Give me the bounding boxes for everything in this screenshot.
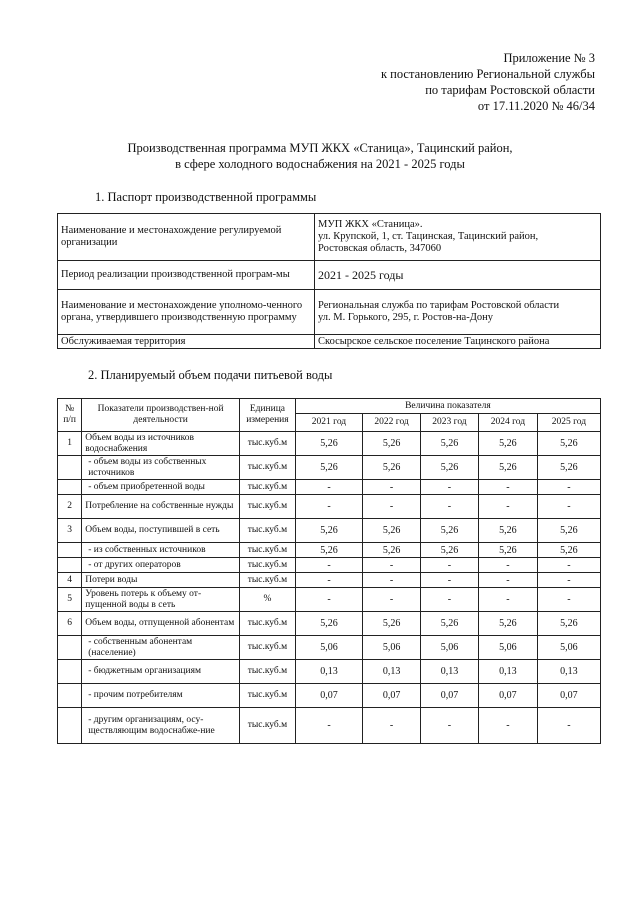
row-value: 5,26: [478, 432, 537, 456]
row-value: -: [295, 495, 362, 519]
row-value: 5,26: [363, 612, 421, 636]
passport-row: [58, 261, 601, 290]
row-unit: тыс.куб.м: [240, 519, 296, 543]
row-indicator: - от других операторов: [82, 558, 240, 573]
row-number: 2: [58, 495, 82, 519]
row-value: 5,26: [363, 519, 421, 543]
row-value: 5,26: [421, 519, 479, 543]
header-indicator: Показатели производствен-ной деятельности: [82, 399, 240, 432]
row-indicator: - объем приобретенной воды: [82, 480, 240, 495]
row-indicator: - из собственных источников: [82, 543, 240, 558]
row-unit: тыс.куб.м: [240, 432, 296, 456]
row-value: 0,07: [295, 684, 362, 708]
row-indicator: - бюджетным организациям: [82, 660, 240, 684]
row-value: -: [478, 588, 537, 612]
row-indicator: - другим организациям, осу-ществляющим водоснабже-ние: [82, 708, 240, 744]
row-number: [58, 708, 82, 744]
row-value: 0,13: [295, 660, 362, 684]
header-value: Величина показателя: [295, 399, 600, 414]
header-year: 2021 год: [295, 414, 362, 432]
row-unit: тыс.куб.м: [240, 636, 296, 660]
passport-value-line: ул. Крупской, 1, ст. Тацинская, Тацинский район,: [318, 231, 539, 242]
row-value: 5,26: [478, 456, 537, 480]
passport-row: [58, 290, 601, 335]
row-value: 0,07: [421, 684, 479, 708]
row-value: 5,06: [478, 636, 537, 660]
row-unit: тыс.куб.м: [240, 573, 296, 588]
passport-key: Наименование и местонахождение уполномо-ченного органа, утвердившего производственную программу: [58, 290, 315, 335]
document-title: [0, 140, 640, 172]
row-indicator: Объем воды, поступившей в сеть: [82, 519, 240, 543]
row-indicator: - прочим потребителям: [82, 684, 240, 708]
row-value: 0,07: [363, 684, 421, 708]
row-indicator: Потребление на собственные нужды: [82, 495, 240, 519]
table-row: [58, 480, 601, 495]
row-unit: тыс.куб.м: [240, 543, 296, 558]
table-row: [58, 684, 601, 708]
row-unit: тыс.куб.м: [240, 480, 296, 495]
row-value: 5,26: [295, 519, 362, 543]
row-value: -: [421, 588, 479, 612]
row-value: 5,26: [421, 543, 479, 558]
row-value: -: [363, 708, 421, 744]
row-indicator: - объем воды из собственных источников: [82, 456, 240, 480]
row-indicator: Объем воды из источников водоснабжения: [82, 432, 240, 456]
appendix-line: от 17.11.2020 № 46/34: [477, 99, 595, 113]
row-number: [58, 558, 82, 573]
row-unit: тыс.куб.м: [240, 495, 296, 519]
table-row: [58, 456, 601, 480]
row-value: -: [478, 480, 537, 495]
header-year: 2024 год: [478, 414, 537, 432]
passport-table: [57, 213, 601, 349]
table-row: [58, 588, 601, 612]
table-row: [58, 543, 601, 558]
passport-value-line: Скосырское сельское поселение Тацинского района: [318, 335, 550, 347]
table-row: [58, 558, 601, 573]
row-value: 5,26: [363, 432, 421, 456]
row-indicator: Уровень потерь к объему от-пущенной воды в сеть: [82, 588, 240, 612]
row-value: 5,26: [421, 456, 479, 480]
row-number: [58, 660, 82, 684]
header-year: 2023 год: [421, 414, 479, 432]
row-value: -: [537, 708, 600, 744]
passport-key: Обслуживаемая территория: [58, 335, 315, 349]
row-value: -: [478, 495, 537, 519]
row-value: -: [363, 588, 421, 612]
row-value: 5,26: [295, 543, 362, 558]
passport-value: [315, 335, 601, 349]
row-value: 5,26: [478, 543, 537, 558]
passport-row: [58, 214, 601, 261]
passport-value-line: МУП ЖКХ «Станица».: [318, 219, 423, 230]
header-year: 2025 год: [537, 414, 600, 432]
row-unit: тыс.куб.м: [240, 456, 296, 480]
passport-value: [315, 290, 601, 335]
passport-row: [58, 335, 601, 349]
row-value: -: [295, 708, 362, 744]
row-value: -: [478, 708, 537, 744]
row-value: 0,13: [363, 660, 421, 684]
table-row: [58, 573, 601, 588]
row-unit: тыс.куб.м: [240, 660, 296, 684]
row-number: [58, 543, 82, 558]
row-number: 3: [58, 519, 82, 543]
row-value: 5,26: [537, 519, 600, 543]
row-value: 5,26: [537, 432, 600, 456]
row-value: 5,26: [363, 456, 421, 480]
row-value: 5,06: [295, 636, 362, 660]
row-value: 5,06: [363, 636, 421, 660]
row-number: [58, 684, 82, 708]
row-value: -: [295, 558, 362, 573]
header-num: № п/п: [58, 399, 82, 432]
row-unit: тыс.куб.м: [240, 684, 296, 708]
row-value: -: [421, 495, 479, 519]
row-value: 5,06: [421, 636, 479, 660]
table-row: [58, 519, 601, 543]
row-indicator: Объем воды, отпущенной абонентам: [82, 612, 240, 636]
table-row: [58, 432, 601, 456]
row-value: 5,26: [478, 612, 537, 636]
row-unit: тыс.куб.м: [240, 558, 296, 573]
passport-key: Период реализации производственной програм-мы: [58, 261, 315, 290]
table-row: [58, 612, 601, 636]
row-value: 5,06: [537, 636, 600, 660]
row-value: -: [363, 480, 421, 495]
row-value: 0,07: [478, 684, 537, 708]
header-year: 2022 год: [363, 414, 421, 432]
row-value: 5,26: [295, 432, 362, 456]
row-value: -: [363, 558, 421, 573]
row-value: 5,26: [421, 612, 479, 636]
title-line: Производственная программа МУП ЖКХ «Станица», Тацинский район,: [127, 141, 513, 155]
row-number: 6: [58, 612, 82, 636]
row-value: -: [421, 480, 479, 495]
row-number: [58, 456, 82, 480]
row-value: -: [537, 573, 600, 588]
appendix-line: к постановлению Региональной службы: [380, 67, 595, 81]
appendix-line: по тарифам Ростовской области: [425, 83, 595, 97]
row-number: [58, 636, 82, 660]
row-value: 5,26: [537, 612, 600, 636]
row-number: 4: [58, 573, 82, 588]
row-value: 0,13: [537, 660, 600, 684]
header-unit: Единица измерения: [240, 399, 296, 432]
row-value: -: [421, 558, 479, 573]
passport-value-line: Ростовская область, 347060: [318, 243, 442, 254]
row-number: 1: [58, 432, 82, 456]
passport-value-line: ул. М. Горького, 295, г. Ростов-на-Дону: [318, 312, 493, 323]
passport-value: [315, 214, 601, 261]
row-value: 5,26: [478, 519, 537, 543]
row-unit: %: [240, 588, 296, 612]
row-value: 5,26: [421, 432, 479, 456]
row-unit: тыс.куб.м: [240, 708, 296, 744]
row-value: 5,26: [363, 543, 421, 558]
table-row: [58, 660, 601, 684]
row-value: -: [537, 495, 600, 519]
appendix-header: [381, 50, 595, 114]
row-value: -: [478, 573, 537, 588]
row-value: 5,26: [537, 456, 600, 480]
passport-value-line: 2021 - 2025 годы: [318, 268, 404, 282]
row-value: -: [295, 480, 362, 495]
appendix-line: Приложение № 3: [503, 51, 595, 65]
row-value: -: [363, 573, 421, 588]
table-row: [58, 708, 601, 744]
row-value: 5,26: [295, 456, 362, 480]
row-value: -: [295, 573, 362, 588]
row-value: -: [537, 588, 600, 612]
water-volume-table: [57, 398, 601, 744]
table-row: [58, 495, 601, 519]
row-value: -: [421, 573, 479, 588]
row-value: -: [421, 708, 479, 744]
row-value: -: [295, 588, 362, 612]
row-number: 5: [58, 588, 82, 612]
row-value: 5,26: [295, 612, 362, 636]
row-value: 0,13: [478, 660, 537, 684]
row-value: -: [537, 480, 600, 495]
row-value: -: [363, 495, 421, 519]
passport-value: [315, 261, 601, 290]
row-value: -: [478, 558, 537, 573]
section-heading-volume: 2. Планируемый объем подачи питьевой воды: [88, 368, 333, 382]
row-indicator: Потери воды: [82, 573, 240, 588]
table-row: [58, 636, 601, 660]
passport-value-line: Региональная служба по тарифам Ростовской области: [318, 300, 560, 311]
row-value: 5,26: [537, 543, 600, 558]
row-value: 0,13: [421, 660, 479, 684]
title-line: в сфере холодного водоснабжения на 2021 - 2025 годы: [175, 157, 465, 171]
row-number: [58, 480, 82, 495]
section-heading-passport: 1. Паспорт производственной программы: [95, 190, 317, 204]
row-value: 0,07: [537, 684, 600, 708]
row-unit: тыс.куб.м: [240, 612, 296, 636]
passport-key: Наименование и местонахождение регулируемой организации: [58, 214, 315, 261]
row-indicator: - собственным абонентам (население): [82, 636, 240, 660]
row-value: -: [537, 558, 600, 573]
